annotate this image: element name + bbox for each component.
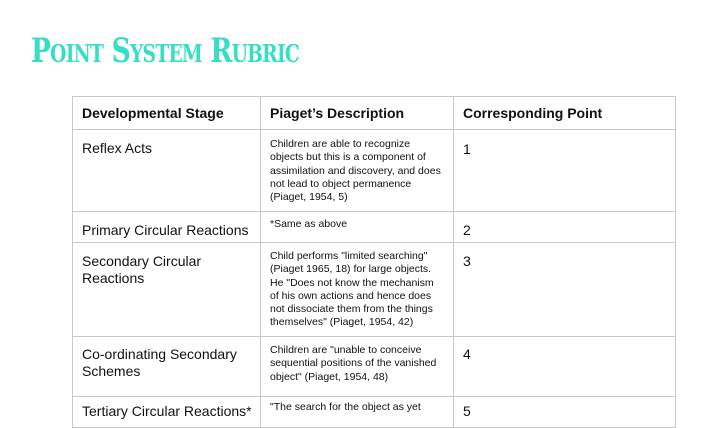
point-cell: 2 (463, 222, 471, 238)
description-cell: Children are able to recognize objects but this is a component of assimilation and discovery, and does not lead to object permanence (Piaget, 1954, 5) (270, 138, 441, 204)
point-cell: 4 (463, 346, 471, 362)
stage-cell: Tertiary Circular Reactions* (82, 403, 252, 419)
stage-cell: Reflex Acts (82, 140, 153, 156)
table-row (73, 397, 676, 428)
stage-cell: Co-ordinating Secondary Schemes (82, 346, 237, 379)
description-cell: Children are "unable to conceive sequential positions of the vanished object" (Piaget, 1954, 48) (270, 344, 437, 383)
header-description: Piaget’s Description (270, 105, 405, 121)
point-cell: 5 (463, 403, 471, 419)
header-stage: Developmental Stage (82, 105, 224, 121)
table-row (73, 130, 676, 212)
stage-cell: Secondary Circular Reactions (82, 253, 202, 286)
table-header-row (73, 97, 676, 130)
header-point: Corresponding Point (463, 105, 603, 121)
slide-title: Point System Rubric (31, 31, 300, 71)
description-cell: "The search for the object as yet (270, 401, 421, 413)
table-row (73, 212, 676, 243)
rubric-table (72, 96, 676, 428)
point-cell: 1 (463, 141, 471, 157)
table-row (73, 243, 676, 337)
description-cell: Child performs "limited searching" (Piaget 1965, 18) for large objects. He "Does not know the mechanism of his own actions and hence does not dissociate them from the things themselves" (Piaget, 1954, 42) (270, 250, 434, 329)
description-cell: *Same as above (270, 218, 348, 230)
table-row (73, 337, 676, 397)
stage-cell: Primary Circular Reactions (82, 222, 249, 238)
point-cell: 3 (463, 253, 471, 269)
